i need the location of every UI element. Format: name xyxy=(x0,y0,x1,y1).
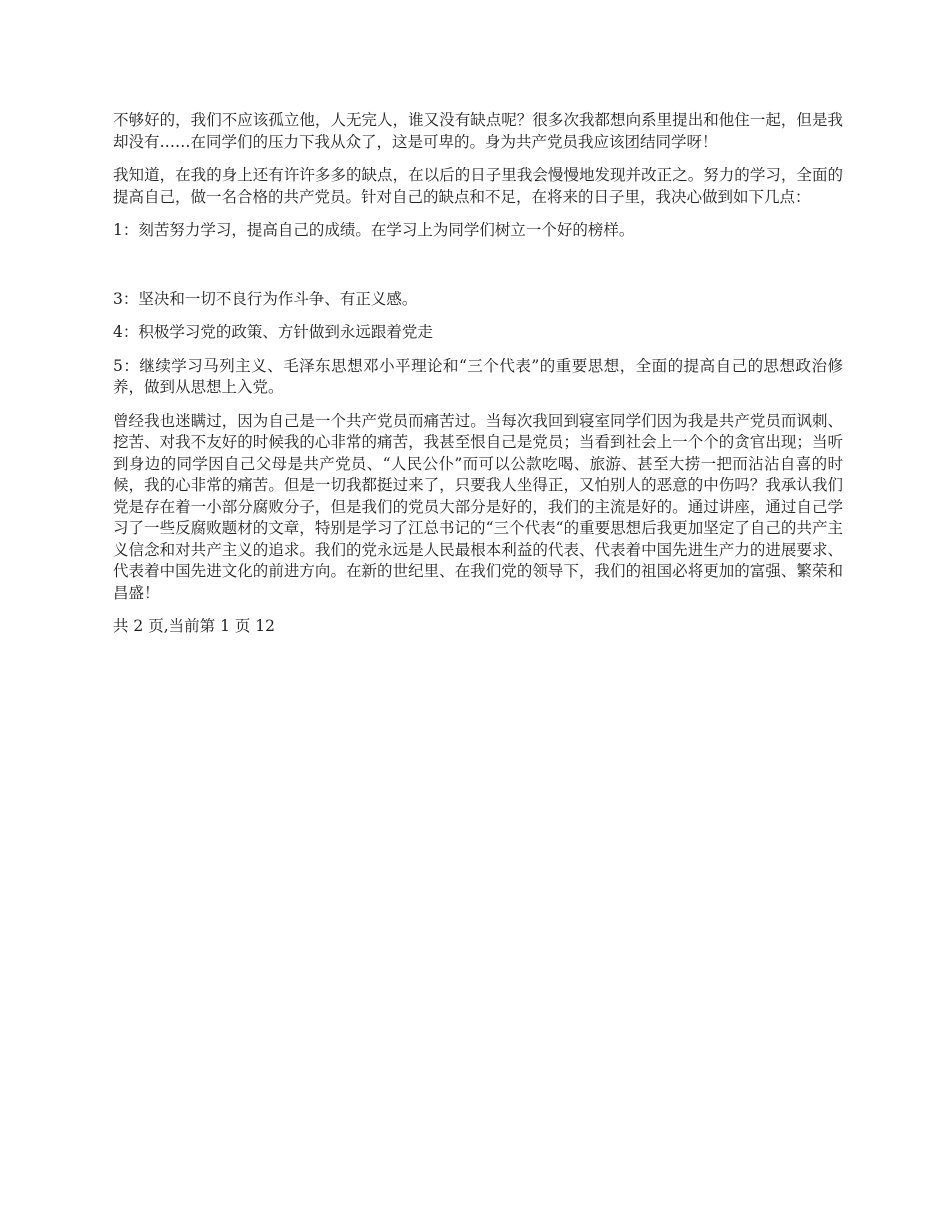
paragraph-shortcomings: 我知道，在我的身上还有许许多多的缺点，在以后的日子里我会慢慢地发现并改正之。努力的学习，全面的提高自己，做一名合格的共产党员。针对自己的缺点和不足，在将来的日子里，我决心做到如下几点： xyxy=(113,166,843,206)
list-item-1: 1：刻苦努力学习，提高自己的成绩。在学习上为同学们树立一个好的榜样。 xyxy=(113,221,635,239)
document-page xyxy=(113,110,843,650)
page-footer: 共 2 页,当前第 1 页 12 xyxy=(113,617,276,635)
paragraph-reflection: 曾经我也迷瞒过，因为自己是一个共产党员而痛苦过。当每次我回到寝室同学们因为我是共产党员而讽刺、挖苦、对我不友好的时候我的心非常的痛苦，我甚至恨自己是党员；当看到社会上一个个的贪官出现；当听到身边的同学因自己父母是共产党员、“人民公仆”而可以公款吃喝、旅游、甚至大捞一把而沾沾自喜的时候，我的心非常的痛苦。但是一切我都挺过来了，只要我人坐得正，又怕别人的恶意的中伤吗？我承认我们党是存在着一小部分腐败分子，但是我们的党员大部分是好的，我们的主流是好的。通过讲座，通过自己学习了一些反腐败题材的文章，特别是学习了江总书记的“三个代表“的重要思想后我更加坚定了自己的共产主义信念和对共产主义的追求。我们的党永远是人民最根本利益的代表、代表着中国先进生产力的进展要求、代表着中国先进文化的前进方向。在新的世纪里、在我们党的领导下，我们的祖国必将更加的富强、繁荣和昌盛！ xyxy=(113,411,843,602)
blank-gap xyxy=(113,254,843,289)
list-item-5: 5：继续学习马列主义、毛泽东思想邓小平理论和“三个代表”的重要思想，全面的提高自己的思想政治修养，做到从思想上入党。 xyxy=(113,356,843,396)
paragraph-intro-continued: 不够好的，我们不应该孤立他，人无完人，谁又没有缺点呢？很多次我都想向系里提出和他住一起，但是我却没有……在同学们的压力下我从众了，这是可卑的。身为共产党员我应该团结同学呀！ xyxy=(113,111,843,151)
list-item-3: 3：坚决和一切不良行为作斗争、有正义感。 xyxy=(113,289,418,308)
list-item-4: 4：积极学习党的政策、方针做到永远跟着党走 xyxy=(113,323,433,341)
